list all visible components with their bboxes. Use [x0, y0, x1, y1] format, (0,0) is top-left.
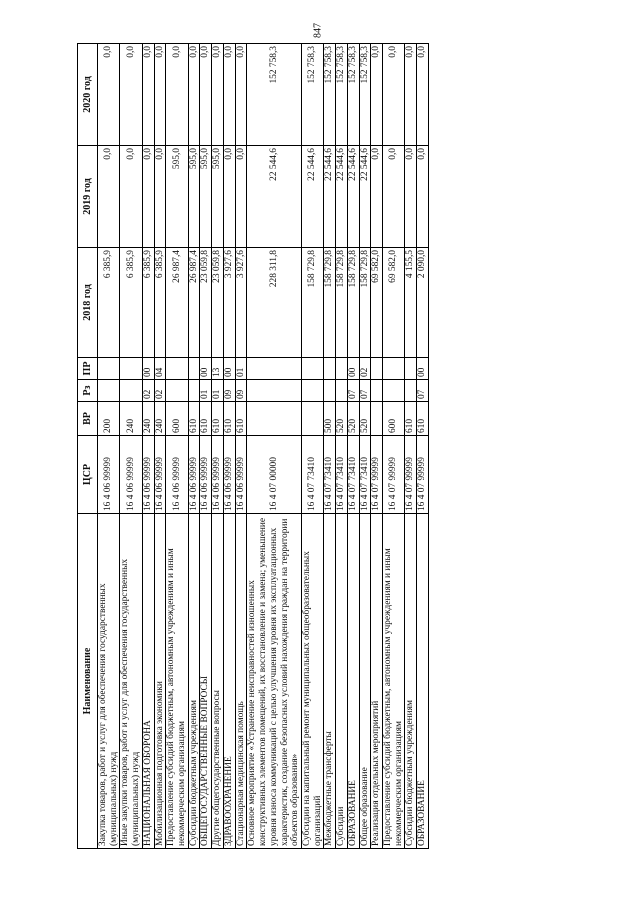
row-name-cell: ОБРАЗОВАНИЕ	[347, 514, 359, 849]
row-vr-cell: 610	[188, 402, 200, 436]
row-2020-cell: 0,0	[212, 44, 224, 146]
row-rz-cell: 07	[417, 380, 429, 402]
row-name-cell: Субсидии бюджетным учреждениям	[405, 514, 417, 849]
row-2018-cell: 6 385,9	[98, 248, 120, 358]
row-pr-cell: 01	[235, 358, 247, 380]
row-rz-cell	[98, 380, 120, 402]
row-name-cell: Предоставление субсидий бюджетным, автономным учреждениям и иным некоммерческим организациям	[382, 514, 404, 849]
row-pr-cell	[371, 358, 383, 380]
header-pr: ПР	[78, 358, 98, 380]
row-name-cell: ОБРАЗОВАНИЕ	[417, 514, 429, 849]
row-name-cell: ОБЩЕГОСУДАРСТВЕННЫЕ ВОПРОСЫ	[200, 514, 212, 849]
row-csr-cell: 16 4 06 99999	[212, 436, 224, 514]
row-2020-cell: 152 758,3	[347, 44, 359, 146]
row-pr-cell: 00	[417, 358, 429, 380]
row-pr-cell: 00	[200, 358, 212, 380]
row-vr-cell: 610	[417, 402, 429, 436]
row-2018-cell: 4 155,5	[405, 248, 417, 358]
row-csr-cell: 16 4 06 99999	[142, 436, 154, 514]
header-vr: ВР	[78, 402, 98, 436]
row-2019-cell: 22 544,6	[301, 146, 323, 248]
row-2019-cell: 0,0	[154, 146, 166, 248]
row-name-cell: Общее образование	[359, 514, 371, 849]
row-rz-cell	[120, 380, 142, 402]
row-pr-cell: 00	[347, 358, 359, 380]
row-vr-cell	[371, 402, 383, 436]
row-2019-cell: 22 544,6	[359, 146, 371, 248]
row-pr-cell: 13	[212, 358, 224, 380]
row-csr-cell: 16 4 07 73410	[347, 436, 359, 514]
row-2020-cell: 0,0	[371, 44, 383, 146]
row-2018-cell: 69 582,0	[382, 248, 404, 358]
row-name-cell: Иные закупки товаров, работ и услуг для обеспечения государственных (муниципальных) нужд	[120, 514, 142, 849]
row-name-cell: Стационарная медицинская помощь	[235, 514, 247, 849]
row-name-cell: НАЦИОНАЛЬНАЯ ОБОРОНА	[142, 514, 154, 849]
table-row	[324, 44, 336, 849]
row-csr-cell: 16 4 06 99999	[200, 436, 212, 514]
row-2020-cell: 0,0	[120, 44, 142, 146]
row-pr-cell: 00	[142, 358, 154, 380]
table-row	[347, 44, 359, 849]
row-2019-cell: 22 544,6	[336, 146, 348, 248]
row-2018-cell: 158 729,8	[336, 248, 348, 358]
row-rz-cell	[301, 380, 323, 402]
row-name-cell: Предоставление субсидий бюджетным, автономным учреждениям и иным некоммерческим организациям	[166, 514, 188, 849]
row-rz-cell	[324, 380, 336, 402]
header-2018: 2018 год	[78, 248, 98, 358]
row-csr-cell: 16 4 07 73410	[324, 436, 336, 514]
row-2020-cell: 152 758,3	[324, 44, 336, 146]
table-row	[235, 44, 247, 849]
page-number: 847	[312, 23, 324, 38]
header-rz: Рз	[78, 380, 98, 402]
row-rz-cell	[188, 380, 200, 402]
row-2018-cell: 3 927,6	[235, 248, 247, 358]
row-name-cell: Межбюджетные трансферты	[324, 514, 336, 849]
row-rz-cell	[405, 380, 417, 402]
row-2019-cell: 0,0	[120, 146, 142, 248]
row-2019-cell: 22 544,6	[247, 146, 302, 248]
row-vr-cell: 600	[166, 402, 188, 436]
header-csr: ЦСР	[78, 436, 98, 514]
row-csr-cell: 16 4 06 99999	[98, 436, 120, 514]
row-csr-cell: 16 4 06 99999	[120, 436, 142, 514]
row-rz-cell: 01	[212, 380, 224, 402]
row-2019-cell: 22 544,6	[324, 146, 336, 248]
budget-table	[77, 43, 429, 849]
row-2018-cell: 158 729,8	[324, 248, 336, 358]
row-2019-cell: 0,0	[223, 146, 235, 248]
row-rz-cell: 09	[223, 380, 235, 402]
row-pr-cell	[324, 358, 336, 380]
row-csr-cell: 16 4 07 73410	[301, 436, 323, 514]
row-2020-cell: 0,0	[166, 44, 188, 146]
row-csr-cell: 16 4 07 99999	[405, 436, 417, 514]
row-vr-cell: 520	[347, 402, 359, 436]
row-2018-cell: 23 059,8	[212, 248, 224, 358]
row-rz-cell: 02	[154, 380, 166, 402]
row-2020-cell: 152 758,3	[247, 44, 302, 146]
table-row	[382, 44, 404, 849]
row-2020-cell: 0,0	[235, 44, 247, 146]
row-rz-cell: 07	[347, 380, 359, 402]
row-pr-cell: 02	[359, 358, 371, 380]
row-2019-cell: 0,0	[235, 146, 247, 248]
table-row	[247, 44, 302, 849]
table-row	[188, 44, 200, 849]
row-2020-cell: 152 758,3	[336, 44, 348, 146]
table-row	[359, 44, 371, 849]
table-row	[142, 44, 154, 849]
row-2019-cell: 595,0	[200, 146, 212, 248]
row-rz-cell	[336, 380, 348, 402]
row-2019-cell: 0,0	[371, 146, 383, 248]
table-header-row	[78, 44, 98, 849]
row-pr-cell: 00	[223, 358, 235, 380]
row-2018-cell: 69 582,0	[371, 248, 383, 358]
row-csr-cell: 16 4 06 99999	[188, 436, 200, 514]
row-vr-cell: 240	[142, 402, 154, 436]
row-2019-cell: 595,0	[166, 146, 188, 248]
table-row	[166, 44, 188, 849]
row-2018-cell: 6 385,9	[154, 248, 166, 358]
row-2020-cell: 0,0	[223, 44, 235, 146]
row-csr-cell: 16 4 06 99999	[235, 436, 247, 514]
row-pr-cell	[405, 358, 417, 380]
row-2019-cell: 595,0	[188, 146, 200, 248]
row-pr-cell	[247, 358, 302, 380]
row-csr-cell: 16 4 06 99999	[223, 436, 235, 514]
table-row	[223, 44, 235, 849]
row-vr-cell: 610	[223, 402, 235, 436]
row-2018-cell: 6 385,9	[120, 248, 142, 358]
row-vr-cell: 610	[405, 402, 417, 436]
table-row	[98, 44, 120, 849]
row-csr-cell: 16 4 07 00000	[247, 436, 302, 514]
row-pr-cell: 04	[154, 358, 166, 380]
row-rz-cell: 01	[200, 380, 212, 402]
row-2020-cell: 0,0	[417, 44, 429, 146]
row-name-cell: Другие общегосударственные вопросы	[212, 514, 224, 849]
row-2018-cell: 23 059,8	[200, 248, 212, 358]
row-csr-cell: 16 4 07 99999	[382, 436, 404, 514]
row-2020-cell: 0,0	[405, 44, 417, 146]
row-name-cell: Субсидии бюджетным учреждениям	[188, 514, 200, 849]
row-2019-cell: 0,0	[98, 146, 120, 248]
table-row	[120, 44, 142, 849]
table-row	[301, 44, 323, 849]
row-2020-cell: 0,0	[154, 44, 166, 146]
header-2019: 2019 год	[78, 146, 98, 248]
row-2018-cell: 158 729,8	[301, 248, 323, 358]
row-rz-cell	[371, 380, 383, 402]
row-2019-cell: 0,0	[417, 146, 429, 248]
row-2019-cell: 22 544,6	[347, 146, 359, 248]
row-pr-cell	[120, 358, 142, 380]
row-2019-cell: 0,0	[142, 146, 154, 248]
table-row	[371, 44, 383, 849]
row-rz-cell	[382, 380, 404, 402]
row-2020-cell: 0,0	[142, 44, 154, 146]
row-pr-cell	[98, 358, 120, 380]
row-2018-cell: 26 987,4	[166, 248, 188, 358]
row-rz-cell: 07	[359, 380, 371, 402]
row-name-cell: Субсидии	[336, 514, 348, 849]
table-row	[200, 44, 212, 849]
row-name-cell: Субсидии на капитальный ремонт муниципальных общеобразовательных организаций	[301, 514, 323, 849]
row-name-cell: Реализация отдельных мероприятий	[371, 514, 383, 849]
row-name-cell: Мобилизационная подготовка экономики	[154, 514, 166, 849]
row-vr-cell: 600	[382, 402, 404, 436]
row-pr-cell	[382, 358, 404, 380]
row-2018-cell: 228 311,8	[247, 248, 302, 358]
row-pr-cell	[166, 358, 188, 380]
row-vr-cell: 520	[359, 402, 371, 436]
table-row	[417, 44, 429, 849]
row-csr-cell: 16 4 07 73410	[359, 436, 371, 514]
row-2019-cell: 0,0	[382, 146, 404, 248]
row-2018-cell: 158 729,8	[347, 248, 359, 358]
row-csr-cell: 16 4 06 99999	[154, 436, 166, 514]
row-2020-cell: 0,0	[98, 44, 120, 146]
row-2019-cell: 595,0	[212, 146, 224, 248]
row-vr-cell: 240	[120, 402, 142, 436]
row-csr-cell: 16 4 07 99999	[417, 436, 429, 514]
row-vr-cell: 610	[235, 402, 247, 436]
row-vr-cell: 610	[200, 402, 212, 436]
table-row	[154, 44, 166, 849]
row-pr-cell	[301, 358, 323, 380]
row-name-cell: ЗДРАВООХРАНЕНИЕ	[223, 514, 235, 849]
header-2020: 2020 год	[78, 44, 98, 146]
row-2018-cell: 26 987,4	[188, 248, 200, 358]
row-2018-cell: 158 729,8	[359, 248, 371, 358]
row-csr-cell: 16 4 07 73410	[336, 436, 348, 514]
table-row	[212, 44, 224, 849]
table-body	[98, 44, 429, 849]
row-2020-cell: 0,0	[382, 44, 404, 146]
row-2019-cell: 0,0	[405, 146, 417, 248]
row-2020-cell: 152 758,3	[301, 44, 323, 146]
table-row	[336, 44, 348, 849]
row-rz-cell	[166, 380, 188, 402]
row-vr-cell: 520	[336, 402, 348, 436]
row-pr-cell	[336, 358, 348, 380]
header-name: Наименование	[78, 514, 98, 849]
row-name-cell: Закупка товаров, работ и услуг для обеспечения государственных (муниципальных) нужд	[98, 514, 120, 849]
row-csr-cell: 16 4 07 99999	[371, 436, 383, 514]
rotated-page-content	[77, 44, 559, 849]
row-vr-cell	[301, 402, 323, 436]
row-2020-cell: 0,0	[188, 44, 200, 146]
row-2020-cell: 152 758,3	[359, 44, 371, 146]
row-name-cell: Основное мероприятие «Устранение неисправностей изношенных конструктивных элементов помещений, их восстановление и замена; уменьшение уровня износа коммуникаций с целью улучшения уровня их эксплуатационных характеристик, создание безопасных условий нахождения граждан на территории объектов образования»	[247, 514, 302, 849]
row-2018-cell: 2 090,0	[417, 248, 429, 358]
row-2020-cell: 0,0	[200, 44, 212, 146]
row-vr-cell: 610	[212, 402, 224, 436]
row-csr-cell: 16 4 06 99999	[166, 436, 188, 514]
row-vr-cell	[247, 402, 302, 436]
row-rz-cell: 02	[142, 380, 154, 402]
row-vr-cell: 200	[98, 402, 120, 436]
row-pr-cell	[188, 358, 200, 380]
table-row	[405, 44, 417, 849]
row-vr-cell: 500	[324, 402, 336, 436]
row-2018-cell: 3 927,6	[223, 248, 235, 358]
row-2018-cell: 6 385,9	[142, 248, 154, 358]
row-vr-cell: 240	[154, 402, 166, 436]
row-rz-cell	[247, 380, 302, 402]
row-rz-cell: 09	[235, 380, 247, 402]
